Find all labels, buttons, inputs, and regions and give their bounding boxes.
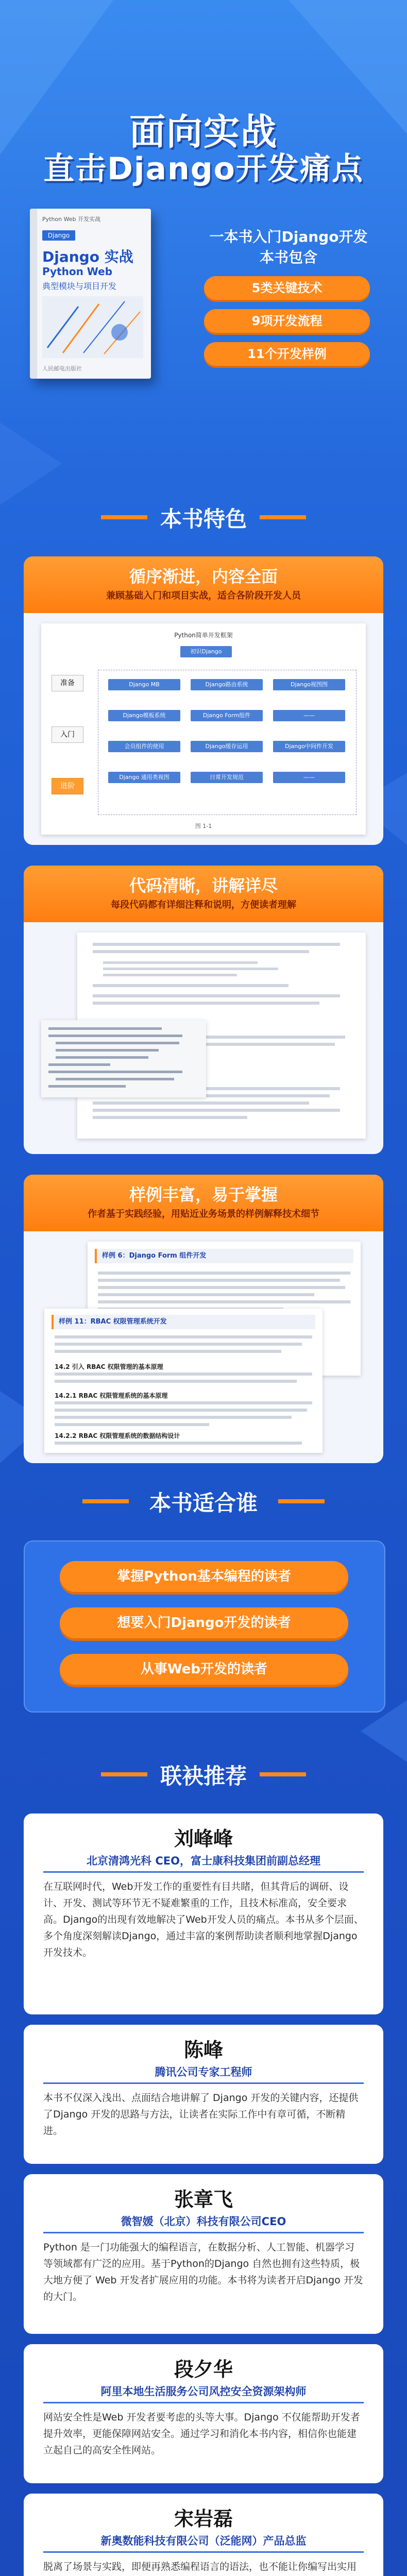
- sample-heading-a: 14.2 引入 RBAC 权限管理的基本原理: [55, 1363, 163, 1370]
- recommender-title: 新奥数能科技有限公司（泛能网）产品总监: [100, 2535, 307, 2547]
- sample-title-1: 样例 6：Django Form 组件开发: [95, 1249, 353, 1263]
- diagram-box-r2c1: Django模板系统: [108, 710, 180, 721]
- recommend-card-5: [24, 2494, 383, 2576]
- diagram-box-r1c1: Django MB: [108, 679, 180, 690]
- recommend-card-3: [24, 2174, 383, 2334]
- code-snippet-lines: [41, 1020, 206, 1097]
- diagram-box-r1c3: Django视图图: [273, 679, 345, 690]
- feature-card-1-title: 循序渐进，内容全面: [129, 567, 278, 586]
- hero-title-line1: 面向实战: [129, 111, 278, 153]
- feature-card-3-header: [24, 1175, 383, 1231]
- book-title: Django 实战: [42, 248, 133, 265]
- feature-card-1-diagram: [41, 623, 366, 835]
- recommender-name: 宋岩磊: [174, 2507, 233, 2530]
- intro-line1: 一本书入门Django开发: [209, 228, 368, 245]
- audience-section-title: 本书适合谁: [149, 1490, 258, 1516]
- sample-heading-b: 14.2.1 RBAC 权限管理系统的基本原理: [55, 1392, 168, 1399]
- intro-line2: 本书包含: [259, 249, 317, 266]
- sample-front-lines: [44, 1309, 323, 1453]
- book-subtitle1: Python Web: [42, 265, 113, 278]
- diagram-top-box: 初识Django: [180, 646, 232, 657]
- diagram-box-r2c3: ——: [273, 710, 345, 721]
- recommend-card-2: [24, 2025, 383, 2164]
- recommend-section-title: 联袂推荐: [160, 1764, 247, 1789]
- recommender-quote: 本书不仅深入浅出、点面结合地讲解了 Django 开发的关键内容，还提供了Django 开发的思路与方法，让读者在实际工作中有章可循，不断精进。: [43, 2092, 359, 2137]
- intro-pill-2: 9项开发流程: [204, 309, 370, 333]
- feature-card-2-subtitle: 每段代码都有详细注释和说明，方便读者理解: [111, 900, 296, 910]
- feature-card-2-code-snippet: [41, 1020, 206, 1097]
- recommender-title: 阿里本地生活服务公司风控安全资源架构师: [100, 2385, 307, 2398]
- diagram-box-r4c1: Django 通用类视图: [108, 772, 180, 783]
- recommender-title: 微智媛（北京）科技有限公司CEO: [121, 2215, 286, 2228]
- recommender-name: 陈峰: [183, 2039, 223, 2061]
- diagram-label-intro: 入门: [52, 726, 83, 743]
- recommender-name: 刘峰峰: [174, 1827, 233, 1850]
- diagram-caption: 图 1-1: [195, 823, 212, 829]
- recommender-quote: 在互联网时代，Web开发工作的重要性有目共睹，但其背后的调研、设计、开发、测试等环节无不疑难繁重的工作，且技术标准高，安全要求高。Django的出现有效地解决了Web开发人员的痛点。本书从多个层面、多个角度深刻解读Django，通过丰富的案例帮助读者顺利地掌握Django 开发技术。: [43, 1881, 364, 1958]
- audience-item-2: 想要入门Django开发的读者: [60, 1607, 348, 1638]
- diagram-box-r2c2: Django Form组件: [191, 710, 263, 721]
- recommend-card-1: [24, 1814, 383, 2014]
- recommender-quote: Python 是一门功能强大的编程语言，在数据分析、人工智能、机器学习等领域都有广泛的应用。基于Python的Django 自然也拥有这些特质，极大地方便了 Web 开发者扩展应用的功能。本书将为读者开启Django 开发的大门。: [43, 2242, 363, 2302]
- hero-title-line2: 直击Django开发痛点: [43, 151, 364, 187]
- intro-pill-3: 11个开发样例: [204, 342, 370, 366]
- recommender-rule: [43, 2082, 364, 2084]
- book-cover-art: [42, 296, 143, 358]
- recommender-name: 张章飞: [174, 2188, 233, 2211]
- diagram-box-r3c2: Django缓存运用: [191, 741, 263, 752]
- recommender-name: 段夕华: [174, 2358, 233, 2381]
- audience-item-3: 从事Web开发的读者: [60, 1654, 348, 1685]
- book-spine: [30, 209, 37, 379]
- recommender-rule: [43, 2402, 364, 2403]
- intro-pill-1: 5类关键技术: [204, 276, 370, 300]
- feature-card-1-header: [24, 556, 383, 613]
- recommender-rule: [43, 2232, 364, 2233]
- recommender-rule: [43, 2551, 364, 2553]
- recommender-quote: 脱离了场景与实践，即便再熟悉编程语言的语法，也不能让你编写出实用: [43, 2561, 357, 2572]
- feature-card-3-page-front: [44, 1309, 323, 1453]
- book-subtitle2: 典型模块与项目开发: [42, 281, 117, 291]
- diagram-label-advanced: 进阶: [52, 778, 83, 794]
- feature-card-2-header: [24, 866, 383, 922]
- book-publisher: 人民邮电出版社: [42, 365, 82, 372]
- feature-card-2-title: 代码清晰，讲解详尽: [129, 876, 278, 895]
- diagram-box-r3c1: 会员组件的使用: [108, 741, 180, 752]
- sample-heading-c: 14.2.2 RBAC 权限管理系统的数据结构设计: [55, 1432, 180, 1439]
- diagram-box-r4c3: ——: [273, 772, 345, 783]
- diagram-box-r4c2: 日常开发规范: [191, 772, 263, 783]
- diagram-box-r3c3: Django中间件开发: [273, 741, 345, 752]
- sample-title-2: 样例 11：RBAC 权限管理系统开发: [52, 1315, 315, 1329]
- feature-card-3-title: 样例丰富，易于掌握: [129, 1185, 278, 1205]
- diagram-label-prep: 准备: [52, 675, 83, 691]
- diagram-header: Python简单开发框架: [174, 632, 233, 639]
- recommend-card-4: [24, 2344, 383, 2483]
- recommender-quote: 网站安全性是Web 开发者要考虑的头等大事。Django 不仅能帮助开发者提升效率，更能保障网站安全。通过学习和消化本书内容，相信你也能建立起自己的高安全性网站。: [43, 2412, 360, 2456]
- recommender-title: 北京清鸿光科 CEO，富士康科技集团前副总经理: [87, 1855, 320, 1867]
- book-series: Python Web 开发实战: [42, 216, 101, 223]
- audience-item-1: 掌握Python基本编程的读者: [60, 1561, 348, 1592]
- features-section-title: 本书特色: [160, 506, 247, 532]
- book-badge: Django: [42, 230, 75, 241]
- recommender-title: 腾讯公司专家工程师: [155, 2066, 252, 2078]
- feature-card-3-subtitle: 作者基于实践经验，用贴近业务场景的样例解释技术细节: [88, 1209, 319, 1219]
- diagram-box-r1c2: Django路由系统: [191, 679, 263, 690]
- recommender-rule: [43, 1871, 364, 1873]
- feature-card-1-subtitle: 兼顾基础入门和项目实战，适合各阶段开发人员: [106, 590, 301, 601]
- book-cover: [30, 209, 151, 379]
